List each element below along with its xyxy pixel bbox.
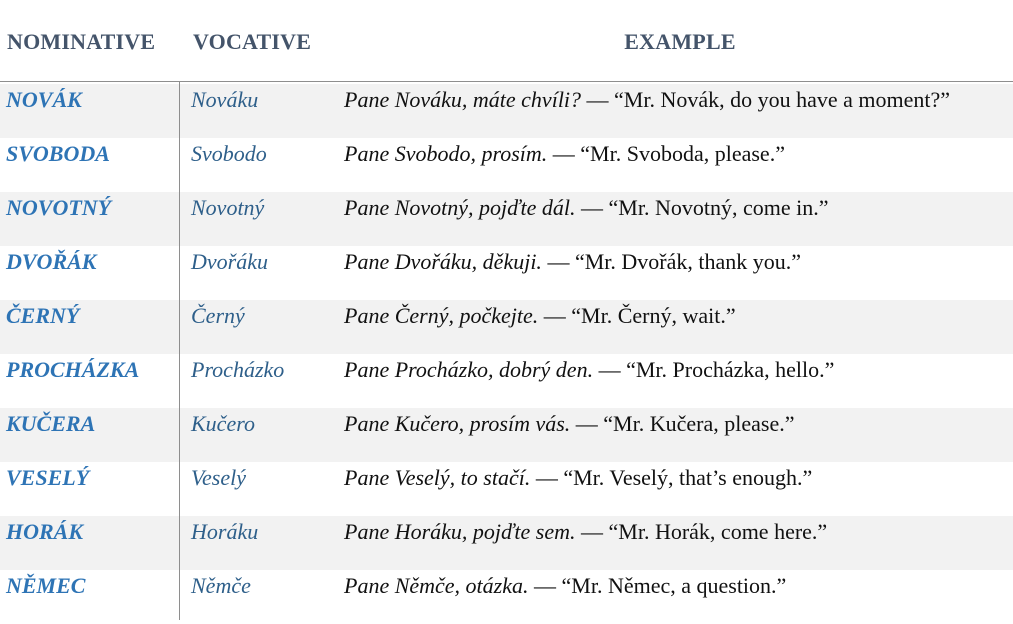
example-czech: Pane Černý, počkejte. (344, 303, 539, 328)
example-cell (344, 192, 828, 224)
example-cell (344, 246, 801, 278)
nominative-cell: DVOŘÁK (6, 249, 97, 274)
example-english: — “Mr. Novotný, come in.” (575, 195, 829, 220)
example-english: — “Mr. Dvořák, thank you.” (541, 249, 801, 274)
example-czech: Pane Nováku, máte chvíli? (344, 87, 582, 112)
example-czech: Pane Dvořáku, děkuji. (344, 249, 542, 274)
example-czech: Pane Veselý, to stačí. (344, 465, 531, 490)
nominative-cell: KUČERA (6, 411, 96, 436)
table-row (0, 300, 1013, 354)
table-header (0, 0, 1013, 82)
example-english: — “Mr. Novák, do you have a moment?” (581, 87, 951, 112)
example-czech: Pane Němče, otázka. (344, 573, 529, 598)
table-row (0, 246, 1013, 300)
vocative-cell: Novotný (191, 195, 265, 220)
example-cell (344, 462, 812, 494)
header-example: EXAMPLE (624, 29, 736, 54)
vocative-cell: Dvořáku (191, 249, 268, 274)
nominative-cell: SVOBODA (6, 141, 110, 166)
example-czech: Pane Novotný, pojďte dál. (344, 195, 576, 220)
table-row (0, 354, 1013, 408)
table-row (0, 516, 1013, 570)
table-row (0, 408, 1013, 462)
vocative-cell: Němče (191, 573, 251, 598)
example-cell (344, 570, 786, 602)
nominative-cell: VESELÝ (6, 465, 90, 490)
example-czech: Pane Horáku, pojďte sem. (344, 519, 576, 544)
example-english: — “Mr. Černý, wait.” (538, 303, 736, 328)
example-english: — “Mr. Kučera, please.” (570, 411, 795, 436)
vocative-cell: Nováku (191, 87, 259, 112)
example-czech: Pane Kučero, prosím vás. (344, 411, 571, 436)
table-row (0, 138, 1013, 192)
header-nominative: NOMINATIVE (7, 29, 156, 54)
header-rule (0, 81, 1013, 82)
vocative-cell: Kučero (191, 411, 255, 436)
example-cell (344, 408, 794, 440)
vocative-cell: Procházko (191, 357, 285, 382)
nominative-cell: HORÁK (6, 519, 84, 544)
nominative-cell: ČERNÝ (6, 303, 80, 328)
column-divider (179, 82, 180, 620)
example-cell (344, 138, 785, 170)
example-cell (344, 354, 834, 386)
header-vocative: VOCATIVE (193, 29, 312, 54)
example-english: — “Mr. Procházka, hello.” (593, 357, 835, 382)
nominative-cell: PROCHÁZKA (6, 357, 140, 382)
example-english: — “Mr. Svoboda, please.” (547, 141, 785, 166)
vocative-cell: Svobodo (191, 141, 267, 166)
table-row (0, 192, 1013, 246)
nominative-cell: NOVÁK (6, 87, 82, 112)
vocative-cell: Horáku (191, 519, 259, 544)
example-cell (344, 84, 950, 116)
example-english: — “Mr. Veselý, that’s enough.” (530, 465, 813, 490)
table-row (0, 84, 1013, 138)
nominative-cell: NĚMEC (6, 573, 86, 598)
vocative-cell: Veselý (191, 465, 246, 490)
example-czech: Pane Procházko, dobrý den. (344, 357, 594, 382)
table-row (0, 462, 1013, 516)
example-cell (344, 516, 827, 548)
example-czech: Pane Svobodo, prosím. (344, 141, 548, 166)
example-cell (344, 300, 736, 332)
nominative-cell: NOVOTNÝ (6, 195, 112, 220)
table-row (0, 570, 1013, 624)
example-english: — “Mr. Horák, come here.” (575, 519, 828, 544)
vocative-cell: Černý (191, 303, 245, 328)
example-english: — “Mr. Němec, a question.” (528, 573, 787, 598)
